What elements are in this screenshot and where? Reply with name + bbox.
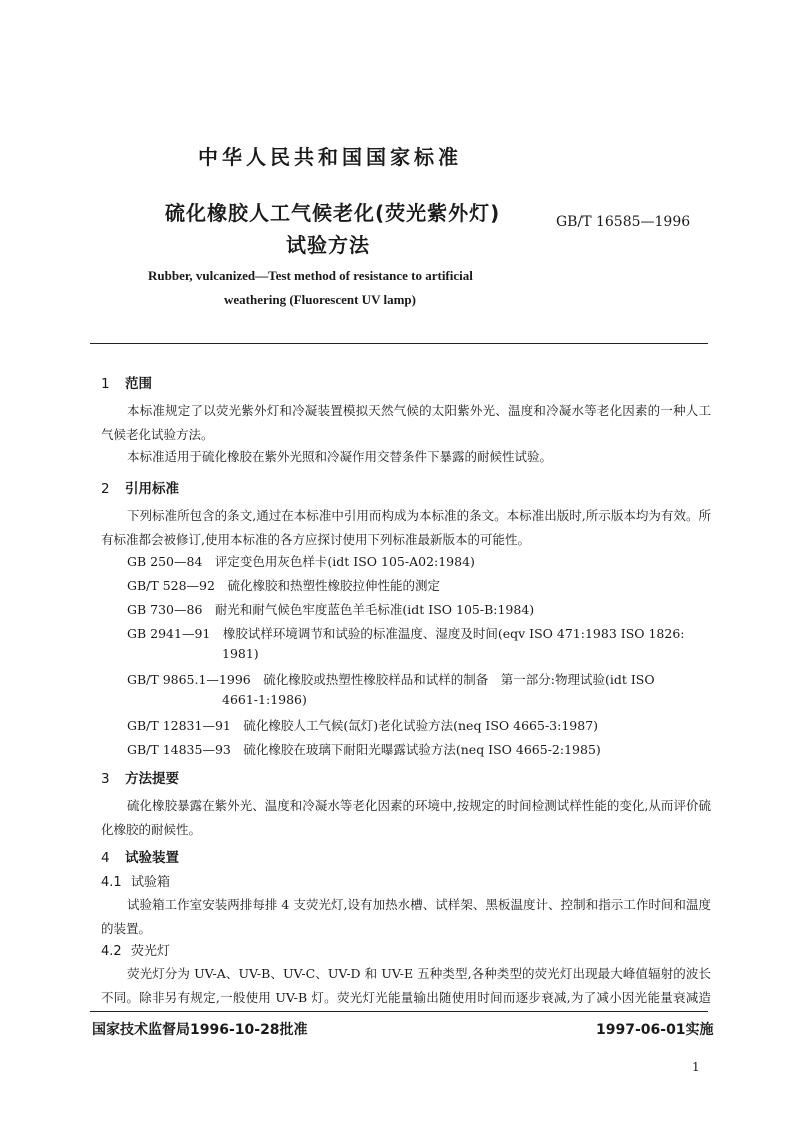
reference-item: GB 730—86 耐光和耐气候色牢度蓝色羊毛标准(idt ISO 105-B:1984) <box>127 602 535 617</box>
reference-item: GB/T 9865.1—1996 硫化橡胶或热塑性橡胶样品和试样的制备 第一部分:物理试验(idt ISO <box>127 672 655 687</box>
subsection-title: 试验箱 <box>131 875 171 890</box>
english-title-line1: Rubber, vulcanized—Test method of resistance to artificial <box>148 268 473 283</box>
footer-divider <box>90 1011 708 1012</box>
subsection-number: 4.1 <box>101 875 122 890</box>
national-standard-title: 中华人民共和国国家标准 <box>198 145 462 169</box>
section-number: 3 <box>101 771 110 787</box>
section-number: 2 <box>101 481 110 497</box>
section-number: 4 <box>101 850 110 866</box>
subsection-4-1-paragraph: 试验箱工作室安装两排每排 4 支荧光灯,设有加热水槽、试样架、黑板温度计、控制和指示工作时间和温度的装置。 <box>101 897 711 936</box>
reference-item: GB 250—84 评定变色用灰色样卡(idt ISO 105-A02:1984) <box>127 554 475 569</box>
reference-item: GB 2941—91 橡胶试样环境调节和试验的标准温度、湿度及时间(eqv ISO 471:1983 ISO 1826: <box>127 626 685 641</box>
approval-date: 国家技术监督局1996-10-28批准 <box>92 1022 308 1038</box>
document-title-line2: 试验方法 <box>286 233 370 257</box>
section-title: 方法提要 <box>125 771 179 787</box>
subsection-4-1-heading <box>101 871 170 890</box>
document-title-line1: 硫化橡胶人工气候老化(荧光紫外灯) <box>165 201 501 225</box>
reference-item-continuation: 4661-1:1986) <box>222 692 307 707</box>
section-4-heading <box>101 846 179 866</box>
section-3-paragraph-1: 硫化橡胶暴露在紫外光、温度和冷凝水等老化因素的环境中,按规定的时间检测试样性能的变化,从而评价硫化橡胶的耐候性。 <box>101 798 711 837</box>
reference-item: GB/T 14835—93 硫化橡胶在玻璃下耐阳光曝露试验方法(neq ISO 4665-2:1985) <box>127 742 601 757</box>
subsection-4-2-paragraph: 荧光灯分为 UV-A、UV-B、UV-C、UV-D 和 UV-E 五种类型,各种类型的荧光灯出现最大峰值辐射的波长不同。除非另有规定,一般使用 UV-B 灯。荧光灯光能量输出随使用时间而逐步衰减,为了减小因光能量衰减造 <box>101 966 711 1005</box>
section-2-heading <box>101 477 179 497</box>
reference-item-continuation: 1981) <box>222 646 259 661</box>
implementation-date: 1997-06-01实施 <box>596 1022 714 1038</box>
section-1-paragraph-1: 本标准规定了以荧光紫外灯和冷凝装置模拟天然气候的太阳紫外光、温度和冷凝水等老化因素的一种人工气候老化试验方法。 <box>101 403 711 442</box>
subsection-title: 荧光灯 <box>131 944 171 959</box>
section-title: 引用标准 <box>125 481 179 497</box>
reference-item: GB/T 12831—91 硫化橡胶人工气候(氙灯)老化试验方法(neq ISO 4665-3:1987) <box>127 718 599 733</box>
section-1-paragraph-2: 本标准适用于硫化橡胶在紫外光照和冷凝作用交替条件下暴露的耐候性试验。 <box>127 449 553 464</box>
header-divider <box>90 343 708 344</box>
standard-code: GB/T 16585—1996 <box>556 214 691 230</box>
section-3-heading <box>101 767 179 787</box>
section-title: 试验装置 <box>125 850 179 866</box>
subsection-number: 4.2 <box>101 944 122 959</box>
reference-item: GB/T 528—92 硫化橡胶和热塑性橡胶拉伸性能的测定 <box>127 578 440 593</box>
subsection-4-2-heading <box>101 940 170 959</box>
section-title: 范围 <box>125 376 152 392</box>
section-number: 1 <box>101 376 110 392</box>
page-number: 1 <box>692 1060 700 1074</box>
section-1-heading <box>101 372 152 392</box>
section-2-paragraph-1: 下列标准所包含的条文,通过在本标准中引用而构成为本标准的条文。本标准出版时,所示版本均为有效。所有标准都会被修订,使用本标准的各方应探讨使用下列标准最新版本的可能性。 <box>101 508 711 547</box>
english-title-line2: weathering (Fluorescent UV lamp) <box>224 292 416 307</box>
